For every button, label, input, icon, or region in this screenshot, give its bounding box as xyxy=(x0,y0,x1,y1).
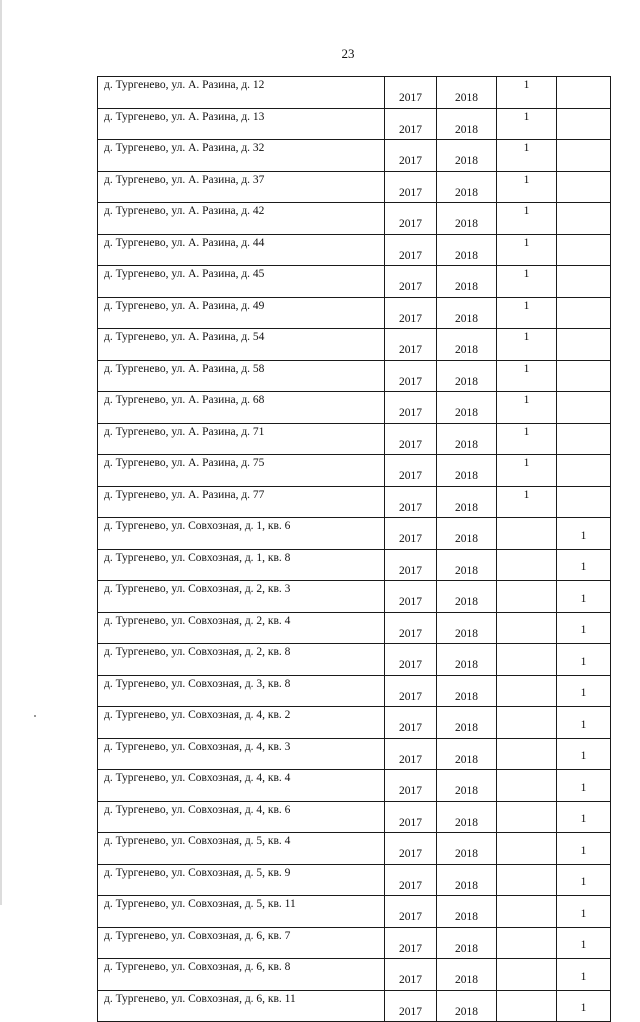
year-start-cell: 2017 xyxy=(385,455,437,487)
table-row xyxy=(98,171,611,203)
marker-cell-b xyxy=(557,203,611,235)
year-start-cell: 2017 xyxy=(385,770,437,802)
address-cell: д. Тургенево, ул. Совхозная, д. 2, кв. 8 xyxy=(98,644,385,676)
year-start-cell: 2017 xyxy=(385,392,437,424)
table-row xyxy=(98,266,611,298)
year-start-cell: 2017 xyxy=(385,990,437,1022)
marker-cell-a xyxy=(497,927,557,959)
address-cell: д. Тургенево, ул. Совхозная, д. 6, кв. 8 xyxy=(98,959,385,991)
address-cell: д. Тургенево, ул. Совхозная, д. 1, кв. 8 xyxy=(98,549,385,581)
address-cell: д. Тургенево, ул. А. Разина, д. 37 xyxy=(98,171,385,203)
year-end-cell: 2018 xyxy=(437,644,497,676)
marker-cell-b xyxy=(557,297,611,329)
year-start-cell: 2017 xyxy=(385,234,437,266)
marker-cell-b: 1 xyxy=(557,896,611,928)
address-cell: д. Тургенево, ул. Совхозная, д. 4, кв. 6 xyxy=(98,801,385,833)
table-row xyxy=(98,455,611,487)
year-start-cell: 2017 xyxy=(385,108,437,140)
marker-cell-a xyxy=(497,864,557,896)
marker-cell-a: 1 xyxy=(497,108,557,140)
table-row xyxy=(98,675,611,707)
marker-cell-b xyxy=(557,329,611,361)
table-row xyxy=(98,360,611,392)
marker-cell-b xyxy=(557,266,611,298)
address-cell: д. Тургенево, ул. Совхозная, д. 1, кв. 6 xyxy=(98,518,385,550)
year-end-cell: 2018 xyxy=(437,486,497,518)
year-start-cell: 2017 xyxy=(385,612,437,644)
address-table-body xyxy=(98,77,611,1022)
address-cell: д. Тургенево, ул. А. Разина, д. 42 xyxy=(98,203,385,235)
marker-cell-a: 1 xyxy=(497,266,557,298)
year-end-cell: 2018 xyxy=(437,203,497,235)
year-end-cell: 2018 xyxy=(437,423,497,455)
marker-cell-a: 1 xyxy=(497,297,557,329)
marker-cell-a xyxy=(497,801,557,833)
year-end-cell: 2018 xyxy=(437,392,497,424)
marker-cell-a: 1 xyxy=(497,392,557,424)
address-cell: д. Тургенево, ул. Совхозная, д. 4, кв. 2 xyxy=(98,707,385,739)
marker-cell-a: 1 xyxy=(497,171,557,203)
year-end-cell: 2018 xyxy=(437,738,497,770)
address-cell: д. Тургенево, ул. А. Разина, д. 45 xyxy=(98,266,385,298)
year-start-cell: 2017 xyxy=(385,360,437,392)
year-end-cell: 2018 xyxy=(437,518,497,550)
year-start-cell: 2017 xyxy=(385,896,437,928)
year-end-cell: 2018 xyxy=(437,990,497,1022)
marker-cell-b xyxy=(557,423,611,455)
marker-cell-b: 1 xyxy=(557,927,611,959)
year-start-cell: 2017 xyxy=(385,549,437,581)
address-cell: д. Тургенево, ул. А. Разина, д. 58 xyxy=(98,360,385,392)
address-cell: д. Тургенево, ул. Совхозная, д. 6, кв. 7 xyxy=(98,927,385,959)
year-end-cell: 2018 xyxy=(437,455,497,487)
year-end-cell: 2018 xyxy=(437,801,497,833)
year-end-cell: 2018 xyxy=(437,140,497,172)
marker-cell-a: 1 xyxy=(497,455,557,487)
table-row xyxy=(98,612,611,644)
table-row xyxy=(98,234,611,266)
year-start-cell: 2017 xyxy=(385,171,437,203)
marker-cell-b: 1 xyxy=(557,581,611,613)
address-cell: д. Тургенево, ул. А. Разина, д. 13 xyxy=(98,108,385,140)
marker-cell-a: 1 xyxy=(497,140,557,172)
table-row xyxy=(98,392,611,424)
table-row xyxy=(98,990,611,1022)
year-end-cell: 2018 xyxy=(437,266,497,298)
marker-cell-b: 1 xyxy=(557,864,611,896)
address-cell: д. Тургенево, ул. Совхозная, д. 3, кв. 8 xyxy=(98,675,385,707)
marker-cell-b xyxy=(557,455,611,487)
year-start-cell: 2017 xyxy=(385,707,437,739)
year-end-cell: 2018 xyxy=(437,770,497,802)
marker-cell-b xyxy=(557,360,611,392)
year-end-cell: 2018 xyxy=(437,675,497,707)
address-cell: д. Тургенево, ул. Совхозная, д. 2, кв. 4 xyxy=(98,612,385,644)
marker-cell-a xyxy=(497,581,557,613)
year-end-cell: 2018 xyxy=(437,864,497,896)
marker-cell-b xyxy=(557,140,611,172)
table-row xyxy=(98,297,611,329)
address-cell: д. Тургенево, ул. Совхозная, д. 4, кв. 3 xyxy=(98,738,385,770)
marker-cell-a: 1 xyxy=(497,486,557,518)
year-end-cell: 2018 xyxy=(437,833,497,865)
year-start-cell: 2017 xyxy=(385,581,437,613)
year-start-cell: 2017 xyxy=(385,675,437,707)
marker-cell-a xyxy=(497,612,557,644)
year-end-cell: 2018 xyxy=(437,329,497,361)
marker-cell-b: 1 xyxy=(557,801,611,833)
year-end-cell: 2018 xyxy=(437,108,497,140)
year-start-cell: 2017 xyxy=(385,329,437,361)
address-cell: д. Тургенево, ул. Совхозная, д. 5, кв. 4 xyxy=(98,833,385,865)
year-start-cell: 2017 xyxy=(385,801,437,833)
table-row xyxy=(98,549,611,581)
page-number: 23 xyxy=(341,46,355,61)
year-start-cell: 2017 xyxy=(385,77,437,109)
address-cell: д. Тургенево, ул. А. Разина, д. 68 xyxy=(98,392,385,424)
marker-cell-a xyxy=(497,675,557,707)
year-end-cell: 2018 xyxy=(437,234,497,266)
year-start-cell: 2017 xyxy=(385,738,437,770)
address-cell: д. Тургенево, ул. Совхозная, д. 5, кв. 9 xyxy=(98,864,385,896)
year-start-cell: 2017 xyxy=(385,927,437,959)
year-start-cell: 2017 xyxy=(385,864,437,896)
marker-cell-b: 1 xyxy=(557,770,611,802)
marker-cell-b xyxy=(557,486,611,518)
address-cell: д. Тургенево, ул. А. Разина, д. 75 xyxy=(98,455,385,487)
year-end-cell: 2018 xyxy=(437,77,497,109)
marker-cell-b: 1 xyxy=(557,707,611,739)
marker-cell-b xyxy=(557,77,611,109)
table-row xyxy=(98,486,611,518)
address-cell: д. Тургенево, ул. А. Разина, д. 49 xyxy=(98,297,385,329)
marker-cell-b xyxy=(557,392,611,424)
table-row xyxy=(98,738,611,770)
year-end-cell: 2018 xyxy=(437,360,497,392)
marker-cell-b: 1 xyxy=(557,833,611,865)
marker-cell-a xyxy=(497,518,557,550)
year-start-cell: 2017 xyxy=(385,140,437,172)
marker-cell-b xyxy=(557,171,611,203)
year-end-cell: 2018 xyxy=(437,549,497,581)
address-cell: д. Тургенево, ул. А. Разина, д. 12 xyxy=(98,77,385,109)
table-row xyxy=(98,896,611,928)
year-end-cell: 2018 xyxy=(437,171,497,203)
marker-cell-b: 1 xyxy=(557,990,611,1022)
address-cell: д. Тургенево, ул. А. Разина, д. 54 xyxy=(98,329,385,361)
address-cell: д. Тургенево, ул. Совхозная, д. 2, кв. 3 xyxy=(98,581,385,613)
address-cell: д. Тургенево, ул. А. Разина, д. 77 xyxy=(98,486,385,518)
marker-cell-b: 1 xyxy=(557,612,611,644)
address-table xyxy=(97,76,611,1022)
table-row xyxy=(98,833,611,865)
marker-cell-a: 1 xyxy=(497,423,557,455)
marker-cell-a: 1 xyxy=(497,77,557,109)
year-start-cell: 2017 xyxy=(385,203,437,235)
marker-cell-b xyxy=(557,108,611,140)
marker-cell-b: 1 xyxy=(557,644,611,676)
table-row xyxy=(98,423,611,455)
table-row xyxy=(98,801,611,833)
year-start-cell: 2017 xyxy=(385,266,437,298)
marker-cell-a xyxy=(497,738,557,770)
address-cell: д. Тургенево, ул. А. Разина, д. 32 xyxy=(98,140,385,172)
year-end-cell: 2018 xyxy=(437,959,497,991)
marker-cell-b: 1 xyxy=(557,675,611,707)
year-end-cell: 2018 xyxy=(437,581,497,613)
year-start-cell: 2017 xyxy=(385,518,437,550)
address-cell: д. Тургенево, ул. Совхозная, д. 6, кв. 11 xyxy=(98,990,385,1022)
marker-cell-a: 1 xyxy=(497,234,557,266)
table-row xyxy=(98,959,611,991)
table-row xyxy=(98,644,611,676)
table-row xyxy=(98,108,611,140)
marker-cell-b: 1 xyxy=(557,549,611,581)
table-row xyxy=(98,329,611,361)
table-row xyxy=(98,864,611,896)
scan-left-edge xyxy=(0,0,2,905)
marker-cell-a xyxy=(497,833,557,865)
table-row xyxy=(98,203,611,235)
table-row xyxy=(98,927,611,959)
address-cell: д. Тургенево, ул. Совхозная, д. 5, кв. 11 xyxy=(98,896,385,928)
year-start-cell: 2017 xyxy=(385,644,437,676)
table-row xyxy=(98,770,611,802)
marker-cell-a xyxy=(497,549,557,581)
year-start-cell: 2017 xyxy=(385,486,437,518)
marker-cell-a xyxy=(497,644,557,676)
address-cell: д. Тургенево, ул. А. Разина, д. 71 xyxy=(98,423,385,455)
marker-cell-a: 1 xyxy=(497,360,557,392)
table-row xyxy=(98,581,611,613)
table-row xyxy=(98,77,611,109)
marker-cell-a xyxy=(497,959,557,991)
marker-cell-b xyxy=(557,234,611,266)
year-end-cell: 2018 xyxy=(437,896,497,928)
marker-cell-a xyxy=(497,707,557,739)
scan-speck xyxy=(34,715,36,717)
year-end-cell: 2018 xyxy=(437,297,497,329)
table-row xyxy=(98,518,611,550)
marker-cell-b: 1 xyxy=(557,959,611,991)
table-row xyxy=(98,140,611,172)
year-start-cell: 2017 xyxy=(385,423,437,455)
year-end-cell: 2018 xyxy=(437,707,497,739)
year-end-cell: 2018 xyxy=(437,612,497,644)
marker-cell-a xyxy=(497,990,557,1022)
marker-cell-a xyxy=(497,770,557,802)
marker-cell-b: 1 xyxy=(557,518,611,550)
marker-cell-a: 1 xyxy=(497,329,557,361)
year-start-cell: 2017 xyxy=(385,833,437,865)
year-start-cell: 2017 xyxy=(385,297,437,329)
address-cell: д. Тургенево, ул. А. Разина, д. 44 xyxy=(98,234,385,266)
address-cell: д. Тургенево, ул. Совхозная, д. 4, кв. 4 xyxy=(98,770,385,802)
marker-cell-b: 1 xyxy=(557,738,611,770)
year-start-cell: 2017 xyxy=(385,959,437,991)
year-end-cell: 2018 xyxy=(437,927,497,959)
marker-cell-a: 1 xyxy=(497,203,557,235)
table-row xyxy=(98,707,611,739)
marker-cell-a xyxy=(497,896,557,928)
